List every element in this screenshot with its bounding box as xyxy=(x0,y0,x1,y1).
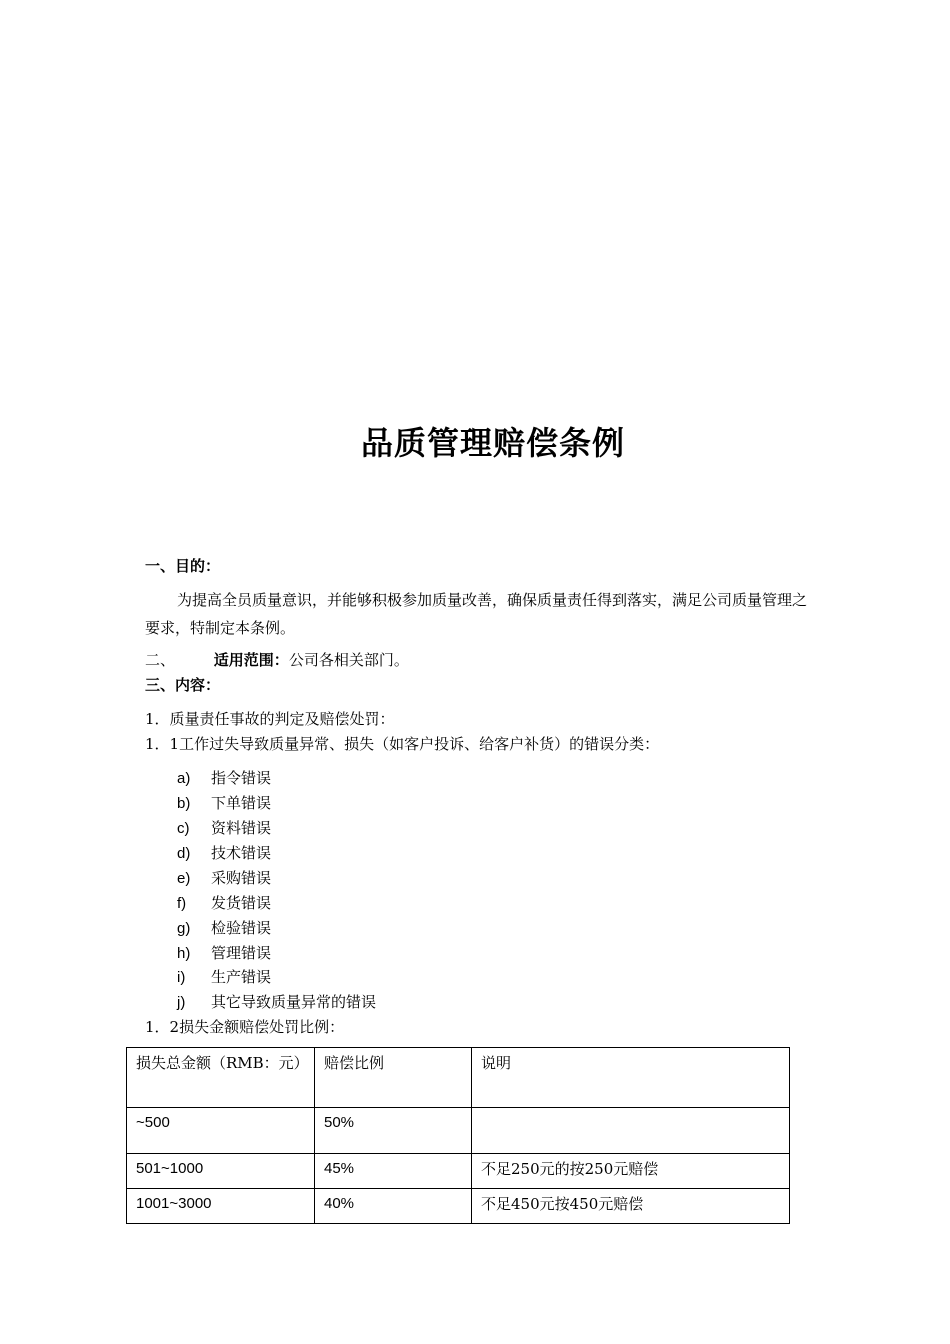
list-item-text: 技术错误 xyxy=(211,844,272,862)
table-cell: ~500 xyxy=(127,1108,315,1154)
section-scope-text: 公司各相关部门。 xyxy=(288,651,409,669)
table-cell: 不足250元的按250元赔偿 xyxy=(472,1154,790,1189)
table-cell: 不足450元按450元赔偿 xyxy=(472,1189,790,1224)
item-1-heading: 1．质量责任事故的判定及赔偿处罚： xyxy=(145,710,395,728)
table-row xyxy=(127,1154,790,1189)
list-item xyxy=(177,868,271,889)
list-marker: g) xyxy=(177,920,191,937)
table-cell: 501~1000 xyxy=(127,1154,315,1189)
section-purpose-paragraph: 为提高全员质量意识，并能够积极参加质量改善，确保质量责任得到落实，满足公司质量管理之要求，特制定本条例。 xyxy=(145,591,808,637)
list-marker: b) xyxy=(177,795,191,812)
list-item-text: 其它导致质量异常的错误 xyxy=(211,993,377,1011)
list-item-text: 下单错误 xyxy=(211,794,272,812)
table-row xyxy=(127,1108,790,1154)
table-cell xyxy=(472,1108,790,1154)
list-item-text: 管理错误 xyxy=(211,944,272,962)
item-1-1-heading: 1．1工作过失导致质量异常、损失（如客户投诉、给客户补货）的错误分类： xyxy=(145,735,660,753)
list-item xyxy=(177,818,271,839)
list-marker: c) xyxy=(177,820,190,837)
list-marker: h) xyxy=(177,945,191,962)
list-item xyxy=(177,967,271,988)
list-marker: d) xyxy=(177,845,191,862)
section-purpose-heading: 一、目的： xyxy=(145,557,221,575)
list-item xyxy=(177,893,271,914)
table-cell: 45% xyxy=(315,1154,472,1189)
list-item-text: 指令错误 xyxy=(211,769,272,787)
list-item-text: 检验错误 xyxy=(211,919,272,937)
table-cell: 50% xyxy=(315,1108,472,1154)
table-cell: 1001~3000 xyxy=(127,1189,315,1224)
list-marker: f) xyxy=(177,895,187,912)
item-1-2-heading: 1．2损失金额赔偿处罚比例： xyxy=(145,1018,345,1036)
list-item-text: 生产错误 xyxy=(211,968,272,986)
section-scope-number: 二、 xyxy=(145,651,176,669)
list-item xyxy=(177,843,271,864)
list-marker: a) xyxy=(177,770,191,787)
table-row xyxy=(127,1189,790,1224)
table-cell: 40% xyxy=(315,1189,472,1224)
table-header-cell: 说明 xyxy=(472,1048,790,1108)
list-item-text: 发货错误 xyxy=(211,894,272,912)
list-marker: i) xyxy=(177,969,186,986)
list-marker: e) xyxy=(177,870,191,887)
list-marker: j) xyxy=(177,994,186,1011)
list-item-text: 采购错误 xyxy=(211,869,272,887)
list-item xyxy=(177,943,271,964)
list-item xyxy=(177,793,271,814)
list-item xyxy=(177,992,376,1013)
table-header-row xyxy=(127,1048,790,1108)
section-content-heading: 三、内容： xyxy=(145,676,221,694)
section-scope xyxy=(145,650,409,670)
section-scope-label: 适用范围： xyxy=(213,651,289,669)
list-item xyxy=(177,918,271,939)
list-item xyxy=(177,768,271,789)
list-item-text: 资料错误 xyxy=(211,819,272,837)
document-title: 品质管理赔偿条例 xyxy=(360,424,625,462)
compensation-table xyxy=(126,1047,790,1224)
table-header-cell: 赔偿比例 xyxy=(315,1048,472,1108)
table-header-cell: 损失总金额（RMB：元） xyxy=(127,1048,315,1108)
